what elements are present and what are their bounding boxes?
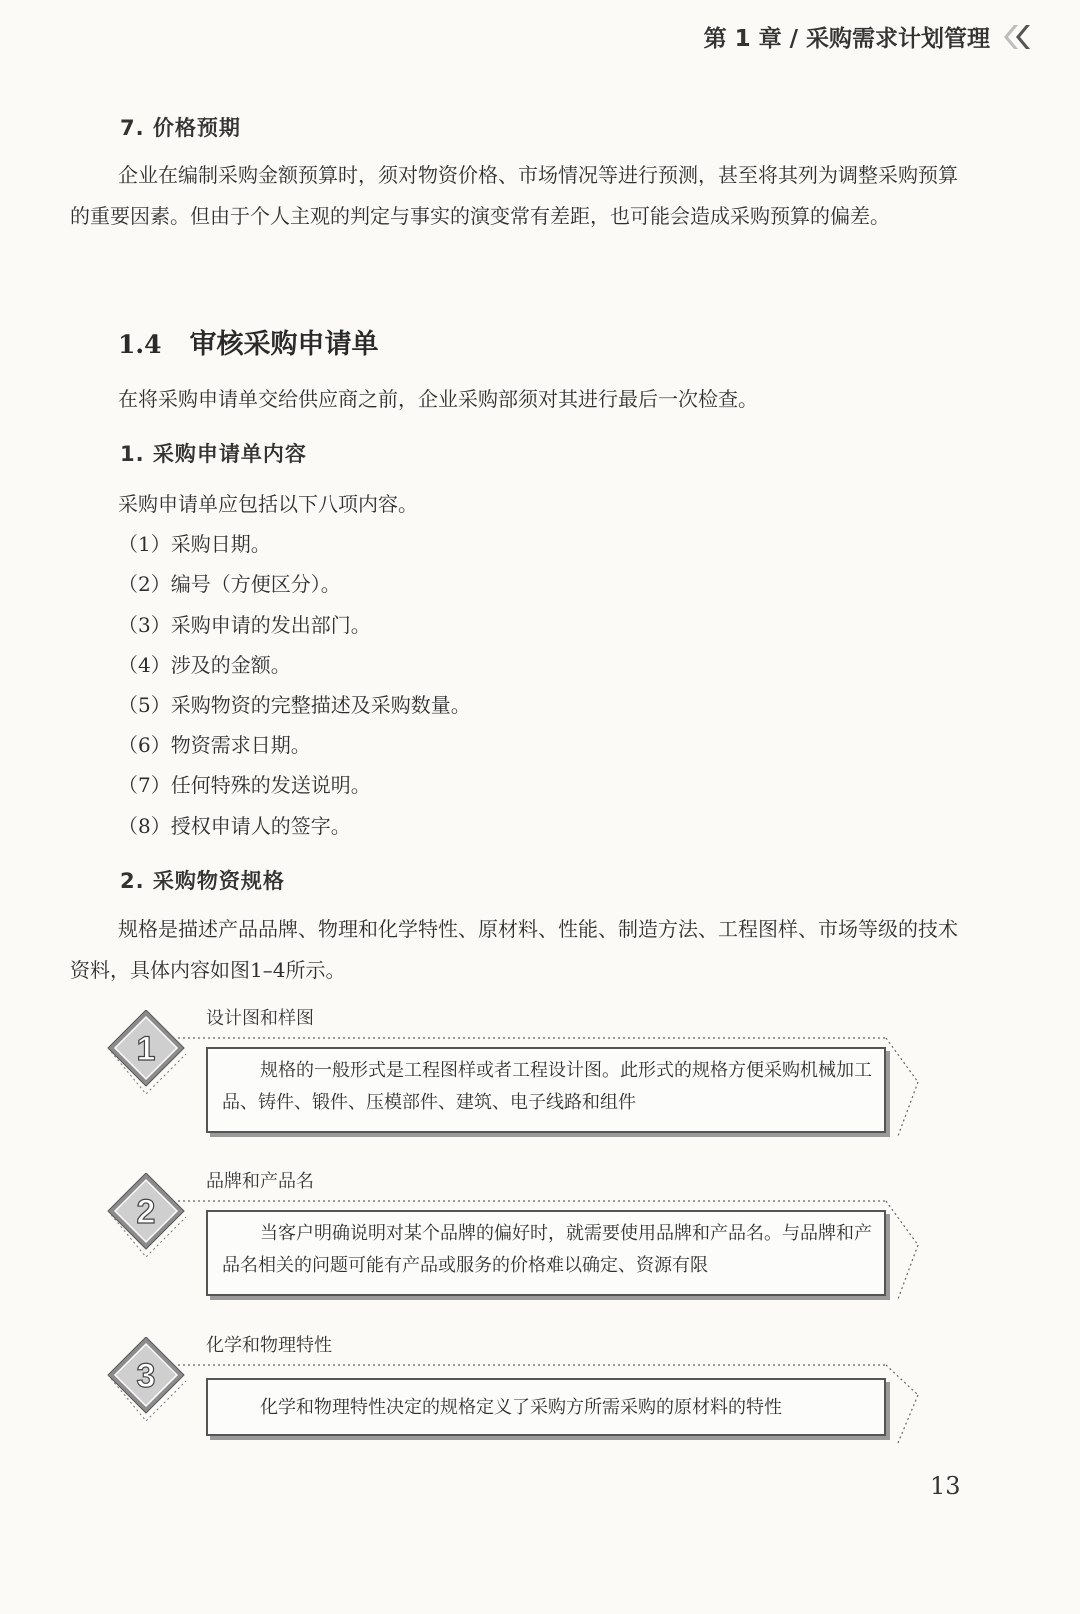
figure-item-box bbox=[206, 1210, 886, 1296]
section-title: 审核采购申请单 bbox=[189, 329, 379, 360]
subsection-2-heading: 2. 采购物资规格 bbox=[120, 869, 285, 893]
badge-number: 1 bbox=[136, 1030, 156, 1068]
chapter-title: 第 1 章 / 采购需求计划管理 bbox=[703, 26, 990, 52]
figure-item-3 bbox=[106, 1337, 936, 1487]
section-1-4-intro: 在将采购申请单交给供应商之前，企业采购部须对其进行最后一次检查。 bbox=[118, 387, 758, 411]
badge-number: 3 bbox=[136, 1357, 156, 1395]
figure-item-title: 品牌和产品名 bbox=[206, 1171, 314, 1192]
figure-item-2 bbox=[106, 1173, 936, 1323]
list-item: （1）采购日期。 bbox=[118, 532, 271, 556]
double-chevron-left-icon bbox=[1000, 23, 1030, 51]
figure-item-1 bbox=[106, 1010, 936, 1160]
page-number: 13 bbox=[930, 1472, 961, 1500]
list-item: （2）编号（方便区分）。 bbox=[118, 572, 341, 596]
figure-item-text: 化学和物理特性决定的规格定义了采购方所需采购的原材料的特性 bbox=[260, 1397, 782, 1418]
section-1-4-heading bbox=[118, 322, 379, 361]
list-item: （3）采购申请的发出部门。 bbox=[118, 613, 371, 637]
list-item: （8）授权申请人的签字。 bbox=[118, 814, 351, 838]
list-item: （5）采购物资的完整描述及采购数量。 bbox=[118, 693, 471, 717]
subsection-2-body: 规格是描述产品品牌、物理和化学特性、原材料、性能、制造方法、工程图样、市场等级的技术资料，具体内容如图1–4所示。 bbox=[70, 917, 958, 982]
section-number: 1.4 bbox=[118, 330, 162, 359]
chapter-header bbox=[704, 20, 1030, 53]
subsection-1-lead: 采购申请单应包括以下八项内容。 bbox=[118, 492, 418, 516]
figure-item-box bbox=[206, 1047, 886, 1133]
figure-item-text: 当客户明确说明对某个品牌的偏好时，就需要使用品牌和产品名。与品牌和产品名相关的问题可能有产品或服务的价格难以确定、资源有限 bbox=[222, 1223, 872, 1276]
subsection-1-heading: 1. 采购申请单内容 bbox=[120, 442, 307, 466]
section-7-body: 企业在编制采购金额预算时，须对物资价格、市场情况等进行预测，甚至将其列为调整采购预算的重要因素。但由于个人主观的判定与事实的演变常有差距，也可能会造成采购预算的偏差。 bbox=[70, 163, 958, 228]
figure-item-title: 设计图和样图 bbox=[206, 1008, 314, 1029]
list-item: （6）物资需求日期。 bbox=[118, 733, 311, 757]
list-item: （7）任何特殊的发送说明。 bbox=[118, 773, 371, 797]
figure-item-title: 化学和物理特性 bbox=[206, 1335, 332, 1356]
badge-number: 2 bbox=[136, 1193, 156, 1231]
figure-item-box bbox=[206, 1378, 886, 1436]
figure-item-text: 规格的一般形式是工程图样或者工程设计图。此形式的规格方便采购机械加工品、铸件、锻件、压模部件、建筑、电子线路和组件 bbox=[222, 1060, 872, 1113]
list-item: （4）涉及的金额。 bbox=[118, 653, 291, 677]
section-7-heading: 7. 价格预期 bbox=[120, 116, 241, 140]
